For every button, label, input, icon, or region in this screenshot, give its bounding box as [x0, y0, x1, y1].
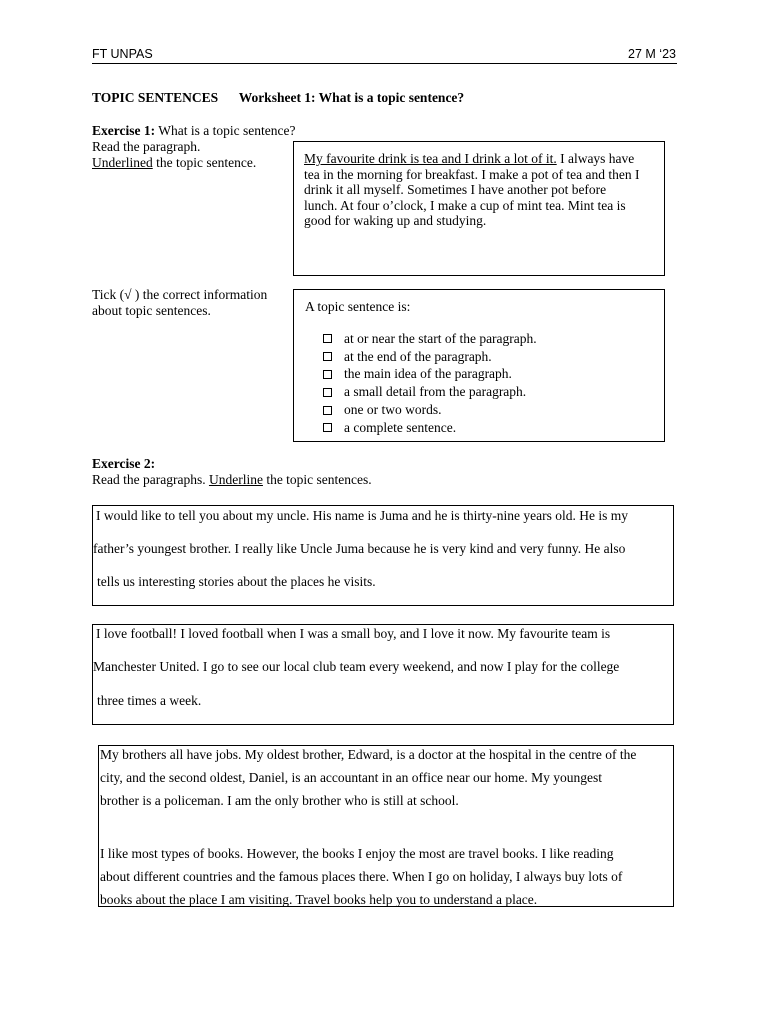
paragraph-line: tells us interesting stories about the places he visits.: [97, 574, 376, 589]
tick-option[interactable]: [323, 330, 537, 348]
exercise2-underline-word: Underline: [208, 472, 263, 487]
exercise1-paragraph-line-2: tea in the morning for breakfast. I make a pot of tea and then I: [304, 166, 640, 182]
checkbox[interactable]: [323, 388, 332, 397]
tick-options-box: [293, 289, 665, 442]
paragraph-box-uncle: [92, 505, 674, 606]
tick-option[interactable]: [323, 401, 537, 419]
tick-option-label: one or two words.: [344, 402, 442, 418]
title-main: TOPIC SENTENCES: [92, 90, 219, 105]
paragraph-box-football: [92, 624, 674, 725]
tick-heading: A topic sentence is:: [305, 299, 411, 314]
exercise1-heading: Exercise 1:: [92, 123, 156, 138]
exercise1-paragraph-line-1: I always have: [556, 151, 635, 166]
exercise1-paragraph: [304, 151, 662, 229]
header-rule: [92, 63, 677, 64]
tick-option-label: the main idea of the paragraph.: [344, 366, 512, 382]
paragraph-line: My brothers all have jobs. My oldest brother, Edward, is a doctor at the hospital in the centre of the: [100, 747, 637, 762]
title-sub: Worksheet 1: What is a topic sentence?: [238, 90, 465, 105]
exercise2-heading: Exercise 2:: [92, 456, 156, 471]
paragraph-line: three times a week.: [97, 693, 202, 708]
paragraph-line: city, and the second oldest, Daniel, is an accountant in an office near our home. My youngest: [100, 770, 602, 785]
paragraph-line: Manchester United. I go to see our local club team every weekend, and now I play for the college: [93, 659, 620, 674]
tick-option-label: at or near the start of the paragraph.: [344, 330, 537, 346]
paragraph-line: about different countries and the famous places there. When I go on holiday, I always buy lots of: [100, 869, 623, 884]
tick-option-label: a small detail from the paragraph.: [344, 384, 527, 400]
exercise1-topic-sentence: My favourite drink is tea and I drink a lot of it.: [304, 151, 557, 166]
exercise2-instruction-before: Read the paragraphs.: [92, 472, 209, 487]
exercise1-paragraph-box: [293, 141, 665, 276]
header-left: FT UNPAS: [92, 47, 153, 61]
paragraph-box-brothers-books: [98, 745, 674, 907]
paragraph-line: I love football! I loved football when I was a small boy, and I love it now. My favourite team is: [96, 626, 611, 641]
instruction-2-rest: the topic sentence.: [152, 155, 257, 170]
checkbox[interactable]: [323, 423, 332, 432]
tick-option-label: at the end of the paragraph.: [344, 348, 492, 364]
exercise2-instruction-after: the topic sentences.: [262, 472, 372, 487]
paragraph-line: I like most types of books. However, the books I enjoy the most are travel books. I like reading: [100, 846, 614, 861]
exercise1-heading-line: [92, 123, 295, 139]
checkbox[interactable]: [323, 370, 332, 379]
checkbox[interactable]: [323, 352, 332, 361]
exercise1-paragraph-line-5: good for waking up and studying.: [304, 213, 487, 228]
exercise2-instruction: [92, 472, 372, 488]
tick-instruction-1: Tick (√ ) the correct information: [92, 287, 268, 302]
tick-instruction-2: about topic sentences.: [92, 303, 211, 318]
exercise1-question: What is a topic sentence?: [158, 123, 296, 138]
paragraph-line: brother is a policeman. I am the only brother who is still at school.: [100, 793, 459, 808]
paragraph-line: father’s youngest brother. I really like Uncle Juma because he is very kind and very funny. He also: [93, 541, 626, 556]
paragraph-line: I would like to tell you about my uncle. His name is Juma and he is thirty-nine years old. He is my: [96, 508, 629, 523]
header-right: 27 M ‘23: [628, 47, 676, 61]
page-title: [92, 90, 464, 106]
paragraph-line: books about the place I am visiting. Travel books help you to understand a place.: [100, 892, 538, 907]
exercise1-instruction-2: [92, 155, 256, 171]
checkbox[interactable]: [323, 406, 332, 415]
underlined-word: Underlined: [92, 155, 153, 170]
tick-options-list: [323, 330, 537, 437]
tick-option[interactable]: [323, 419, 537, 437]
tick-option-label: a complete sentence.: [344, 419, 457, 435]
exercise1-paragraph-line-3: drink it all myself. Sometimes I have another pot before: [304, 182, 607, 197]
exercise1-instruction-1: Read the paragraph.: [92, 139, 201, 154]
exercise1-paragraph-line-4: lunch. At four o’clock, I make a cup of mint tea. Mint tea is: [304, 197, 626, 213]
checkbox[interactable]: [323, 334, 332, 343]
tick-option[interactable]: [323, 383, 537, 401]
tick-option[interactable]: [323, 348, 537, 366]
tick-option[interactable]: [323, 366, 537, 384]
